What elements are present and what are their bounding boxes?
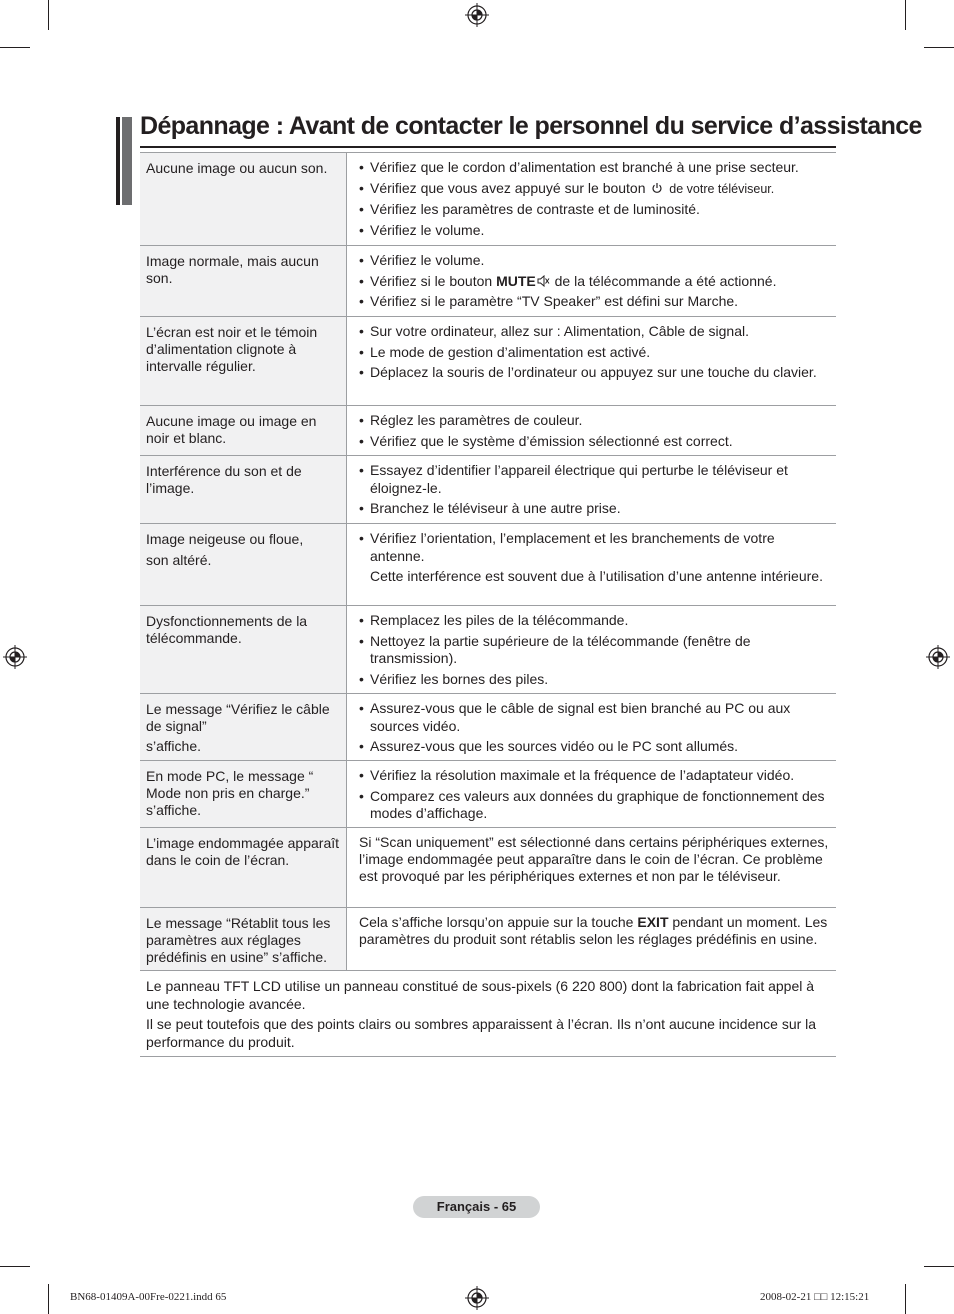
list-item: • Vérifiez que vous avez appuyé sur le bouton de votre téléviseur. bbox=[359, 179, 775, 196]
footer-timestamp: 2008-02-21 □□ 12:15:21 bbox=[760, 1291, 870, 1303]
crop-mark bbox=[0, 1266, 30, 1267]
solution-cell: Si “Scan uniquement” est sélectionné dans certains périphériques externes, l’image endommagée peut apparaître dans le coin de l’écran. Ce problème est provoqué par les périphériques externes et non par le téléviseur. bbox=[359, 834, 829, 884]
crop-mark bbox=[924, 1266, 954, 1267]
symptom-cell: L’image endommagée apparaît dans le coin de l’écran. bbox=[140, 828, 347, 907]
table-row bbox=[140, 606, 836, 694]
table-row bbox=[140, 761, 836, 828]
list-item: • Vérifiez si le bouton MUTE de la télécommande a été actionné. bbox=[359, 272, 777, 289]
solution-cell bbox=[347, 317, 836, 405]
registration-mark-icon bbox=[926, 645, 950, 669]
solution-note: Cette interférence est souvent due à l’utilisation d’une antenne intérieure. bbox=[370, 568, 823, 584]
crop-mark bbox=[905, 1284, 906, 1314]
table-row bbox=[140, 524, 836, 606]
table-row bbox=[140, 828, 836, 908]
list-item: • Vérifiez le volume. bbox=[359, 252, 485, 268]
registration-mark-icon bbox=[3, 645, 27, 669]
crop-mark bbox=[48, 1284, 49, 1314]
symptom-cell: Le message “Vérifiez le câble de signal” s’affiche. bbox=[140, 694, 347, 760]
table-row bbox=[140, 153, 836, 246]
solution-cell bbox=[347, 761, 836, 827]
table-row bbox=[140, 456, 836, 524]
list-item: • Vérifiez que le cordon d’alimentation est branché à une prise secteur. bbox=[359, 159, 799, 175]
table-note-row bbox=[140, 971, 836, 1057]
table-row bbox=[140, 317, 836, 406]
crop-mark bbox=[905, 0, 906, 30]
list-item: • Le mode de gestion d’alimentation est activé. bbox=[359, 343, 651, 360]
list-item: • Remplacez les piles de la télécommande. bbox=[359, 612, 629, 628]
symptom-cell: Le message “Rétablit tous les paramètres aux réglages prédéfinis en usine” s’affiche. bbox=[140, 908, 347, 970]
table-row bbox=[140, 908, 836, 971]
solution-cell bbox=[347, 456, 836, 523]
title-accent-bar bbox=[116, 117, 132, 205]
troubleshooting-table bbox=[140, 152, 836, 1057]
solution-cell bbox=[347, 694, 836, 760]
solution-cell bbox=[347, 246, 836, 316]
mute-icon bbox=[537, 275, 550, 287]
page-number-badge: Français - 65 bbox=[413, 1196, 540, 1218]
solution-cell: Cela s’affiche lorsqu’on appuie sur la touche EXIT pendant un moment. Les paramètres du produit sont rétablis selon les réglages prédéfinis en usine. bbox=[359, 914, 828, 947]
footer-filename: BN68-01409A-00Fre-0221.indd 65 bbox=[70, 1291, 227, 1303]
symptom-cell: Image normale, mais aucun son. bbox=[140, 246, 347, 316]
symptom-cell: Interférence du son et de l’image. bbox=[140, 456, 347, 523]
crop-mark bbox=[0, 47, 30, 48]
crop-mark bbox=[48, 0, 49, 30]
list-item: • Vérifiez les bornes des piles. bbox=[359, 670, 549, 687]
list-item: • Branchez le téléviseur à une autre prise. bbox=[359, 500, 621, 516]
solution-cell bbox=[347, 153, 836, 245]
page-title: Dépannage : Avant de contacter le personnel du service d’assistance bbox=[140, 112, 922, 140]
registration-mark-icon bbox=[465, 3, 489, 27]
solution-cell bbox=[347, 524, 836, 605]
list-item: • Déplacez la souris de l’ordinateur ou appuyez sur une touche du clavier. bbox=[359, 364, 817, 380]
list-item: • Vérifiez le volume. bbox=[359, 221, 485, 238]
symptom-cell: Aucune image ou image en noir et blanc. bbox=[140, 406, 347, 455]
list-item: • Comparez ces valeurs aux données du graphique de fonctionnement des modes d’affichage. bbox=[359, 787, 825, 821]
list-item: • Vérifiez la résolution maximale et la fréquence de l’adaptateur vidéo. bbox=[359, 767, 795, 783]
list-item: • Vérifiez les paramètres de contraste et de luminosité. bbox=[359, 201, 700, 217]
symptom-cell: L’écran est noir et le témoin d’alimentation clignote à intervalle régulier. bbox=[140, 317, 347, 405]
solution-cell bbox=[347, 406, 836, 455]
symptom-cell: Dysfonctionnements de la télécommande. bbox=[140, 606, 347, 693]
title-rule bbox=[140, 146, 836, 148]
list-item: • Assurez-vous que le câble de signal est bien branché au PC ou aux sources vidéo. bbox=[359, 700, 791, 734]
list-item: • Vérifiez si le paramètre “TV Speaker” est défini sur Marche. bbox=[359, 293, 739, 309]
symptom-cell: En mode PC, le message “ Mode non pris en charge.” s’affiche. bbox=[140, 761, 347, 827]
list-item: • Vérifiez que le système d’émission sélectionné est correct. bbox=[359, 432, 733, 449]
list-item: • Sur votre ordinateur, allez sur : Alimentation, Câble de signal. bbox=[359, 323, 749, 339]
registration-mark-icon bbox=[465, 1286, 489, 1310]
list-item: • Nettoyez la partie supérieure de la télécommande (fenêtre de transmission). bbox=[359, 632, 751, 666]
solution-cell bbox=[347, 606, 836, 693]
table-row bbox=[140, 406, 836, 456]
symptom-cell: Aucune image ou aucun son. bbox=[140, 153, 347, 245]
crop-mark bbox=[924, 47, 954, 48]
list-item: • Vérifiez l’orientation, l’emplacement et les branchements de votre antenne. bbox=[359, 530, 775, 564]
table-row bbox=[140, 246, 836, 317]
list-item: • Essayez d’identifier l’appareil électrique qui perturbe le téléviseur et éloignez-le. bbox=[359, 462, 788, 496]
list-item: • Réglez les paramètres de couleur. bbox=[359, 412, 583, 428]
power-icon bbox=[651, 182, 663, 194]
table-row bbox=[140, 694, 836, 761]
list-item: • Assurez-vous que les sources vidéo ou le PC sont allumés. bbox=[359, 738, 739, 754]
symptom-cell: Image neigeuse ou floue, son altéré. bbox=[140, 524, 347, 605]
lcd-note: Le panneau TFT LCD utilise un panneau constitué de sous-pixels (6 220 800) dont la fabrication fait appel à une technologie avancée. Il se peut toutefois que des points clairs ou sombres apparaissent à l’écran. Ils n’ont aucune incidence sur la performance du produit. bbox=[146, 978, 817, 1050]
